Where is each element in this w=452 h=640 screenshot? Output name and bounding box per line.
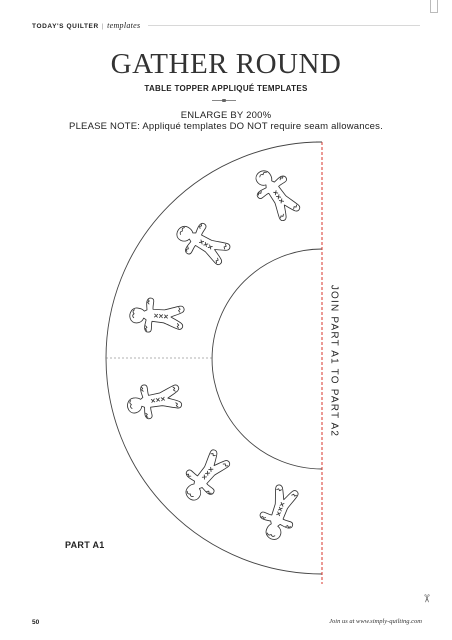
part-label: PART A1 (65, 540, 105, 550)
gingerbread-man-4 (124, 379, 183, 422)
gingerbread-man-2 (170, 214, 233, 270)
gingerbread-man-5 (175, 445, 236, 508)
seam-allowance-note: PLEASE NOTE: Appliqué templates DO NOT require seam allowances. (69, 121, 383, 132)
page-number: 50 (32, 619, 40, 626)
gingerbread-man-3 (129, 296, 185, 335)
footer-website: Join us at www.simply-quilting.com (329, 618, 422, 625)
page-subtitle: TABLE TOPPER APPLIQUÉ TEMPLATES (144, 84, 308, 93)
join-instruction-text: JOIN PART A1 TO PART A2 (328, 284, 340, 438)
section-name: templates (107, 21, 141, 30)
gingerbread-man-1 (247, 162, 306, 225)
page-title: GATHER ROUND (110, 48, 342, 80)
gingerbread-man-6 (254, 482, 304, 544)
magazine-name: TODAY'S QUILTER (32, 23, 99, 30)
header-separator: | (101, 23, 105, 30)
enlarge-instruction: ENLARGE BY 200% (180, 110, 272, 121)
join-instruction (323, 284, 345, 438)
template-inner-arc (212, 249, 322, 469)
scissors-icon: ✂ (420, 593, 433, 604)
